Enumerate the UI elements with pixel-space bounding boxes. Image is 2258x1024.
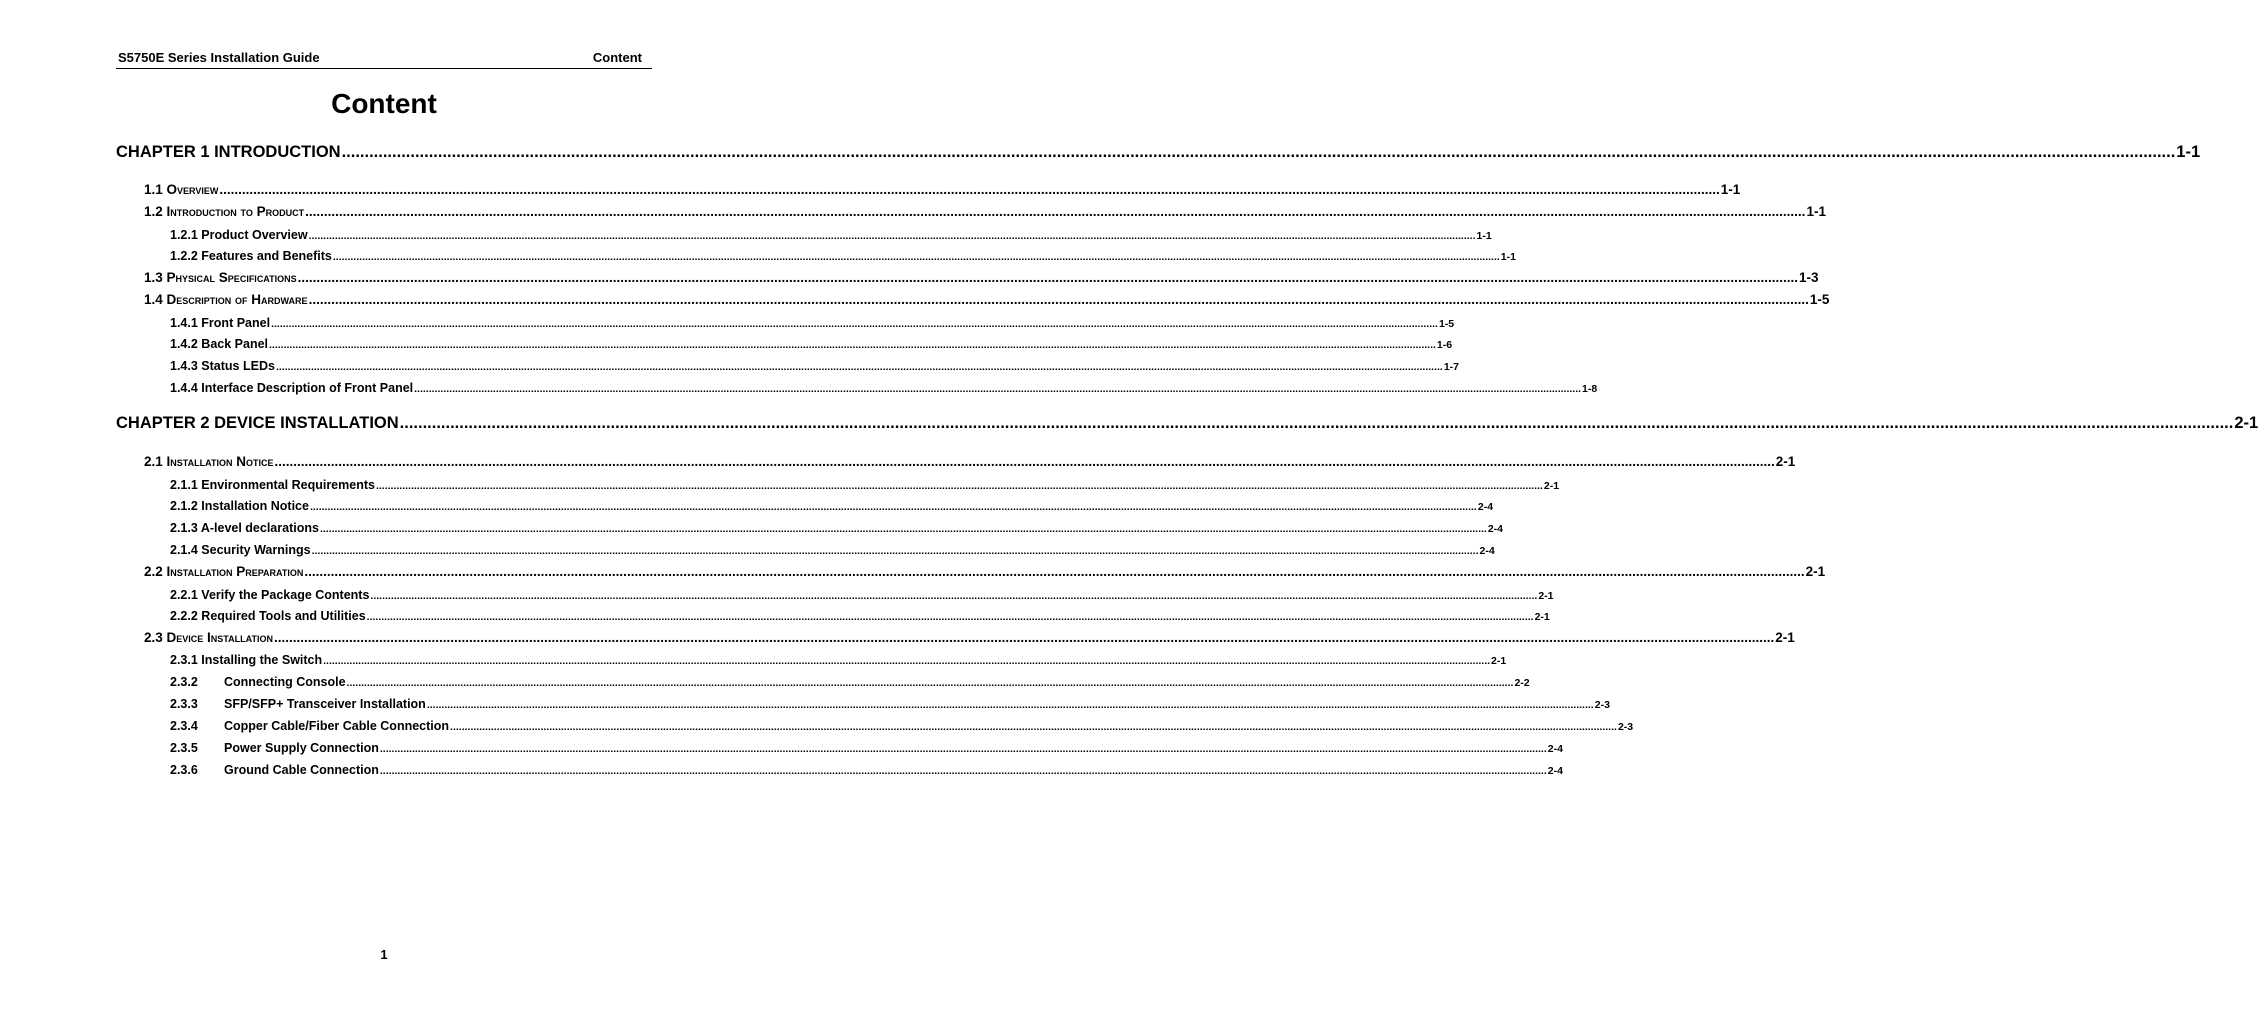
toc-entry[interactable] [170, 316, 1455, 330]
toc-entry-number: 1.4.1 [170, 316, 198, 330]
toc-entry[interactable] [170, 763, 1563, 777]
toc-entry[interactable] [144, 182, 1741, 197]
toc-entry[interactable] [170, 337, 1453, 351]
toc-entry-title [170, 697, 426, 711]
toc-entry-number: 2.1.4 [170, 543, 198, 557]
toc-entry-text: Status LEDs [201, 359, 275, 373]
toc-entry-number: 1.4.2 [170, 337, 198, 351]
toc-entry-number: 1.1 [144, 182, 163, 197]
toc-entry-title [144, 270, 297, 285]
toc-dot-leader: ................................................................................................................................................................................................................................................................................................................................................................................................................ [370, 590, 1538, 602]
toc-entry-page: 2-1 [1534, 611, 1550, 623]
toc-entry[interactable] [170, 228, 1492, 242]
toc-entry[interactable] [170, 499, 1494, 513]
toc-entry-text: Installing the Switch [201, 653, 323, 667]
toc-dot-leader: ................................................................................................................................................................................................................................................................................................................................................................................................................ [271, 318, 1438, 330]
toc-entry-page: 2-1 [2234, 414, 2258, 432]
toc-entry-number: 2.1.3 [170, 521, 198, 535]
toc-entry-page: 1-1 [2176, 143, 2201, 161]
toc-dot-leader: ................................................................................................................................................................................................................................................................................................................................................................................................................ [341, 143, 2176, 161]
toc-entry-number: 1.3 [144, 270, 163, 285]
toc-entry-title [170, 381, 413, 395]
toc-entry-title [116, 143, 341, 162]
toc-entry-number: 2.3.3 [170, 697, 198, 711]
toc-dot-leader: ................................................................................................................................................................................................................................................................................................................................................................................................................ [305, 204, 1806, 219]
toc-entry-number: 1.4.3 [170, 359, 198, 373]
toc-dot-leader: ................................................................................................................................................................................................................................................................................................................................................................................................................ [379, 765, 1547, 777]
toc-entry-text: Environmental Requirements [201, 478, 375, 492]
toc-entry[interactable] [170, 478, 1560, 492]
toc-entry-title [144, 454, 273, 469]
toc-entry[interactable] [170, 381, 1598, 395]
toc-entry[interactable] [170, 675, 1530, 689]
toc-dot-leader: ................................................................................................................................................................................................................................................................................................................................................................................................................ [275, 361, 1443, 373]
toc-entry-number: 1.4 [144, 292, 163, 307]
toc-entry-title [170, 228, 308, 242]
toc-entry-page: 2-3 [1617, 721, 1634, 733]
toc-entry-page: 2-1 [1805, 564, 1826, 579]
toc-entry[interactable] [170, 609, 1550, 623]
toc-entry-title [170, 763, 379, 777]
toc-entry-text: Interface Description of Front Panel [201, 381, 414, 395]
toc-entry-title [116, 414, 399, 433]
toc-entry-number: 1.2 [144, 204, 163, 219]
toc-entry-page: 1-1 [1476, 230, 1492, 242]
toc-entry-page: 1-1 [1500, 251, 1516, 263]
toc-entry-number: 1.4.4 [170, 381, 198, 395]
toc-entry-text: Required Tools and Utilities [201, 609, 366, 623]
toc-entry-title [144, 182, 218, 197]
toc-entry-text: Power Supply Connection [224, 741, 379, 755]
toc-entry-text: Device Installation [166, 630, 273, 645]
page-title: Content [331, 88, 437, 119]
toc-entry-number: 2.1.2 [170, 499, 198, 513]
toc-entry-text: A-level declarations [200, 521, 319, 535]
toc-entry-number: 2.2.2 [170, 609, 198, 623]
toc-dot-leader: ................................................................................................................................................................................................................................................................................................................................................................................................................ [311, 545, 1479, 557]
toc-entry-page: 1-5 [1438, 318, 1455, 330]
header-document-title: S5750E Series Installation Guide [118, 50, 320, 65]
toc-entry-page: 1-6 [1436, 339, 1453, 351]
toc-entry-title [170, 543, 311, 557]
toc-entry-text: Security Warnings [201, 543, 311, 557]
toc-entry-text: Description of Hardware [166, 292, 308, 307]
toc-entry-title [170, 521, 319, 535]
toc-entry-page: 1-8 [1582, 383, 1598, 395]
toc-entry[interactable] [144, 454, 1796, 469]
toc-entry-text: CHAPTER 2 DEVICE INSTALLATION [116, 414, 399, 432]
toc-entry-text: Product Overview [201, 228, 308, 242]
toc-entry-page: 2-1 [1775, 630, 1795, 645]
toc-entry-text: CHAPTER 1 INTRODUCTION [116, 143, 341, 161]
toc-entry-title [144, 204, 304, 219]
toc-entry-number: 2.3.4 [170, 719, 198, 733]
toc-entry[interactable] [170, 588, 1554, 602]
toc-entry-title [170, 719, 449, 733]
toc-entry-title [170, 478, 375, 492]
toc-dot-leader: ................................................................................................................................................................................................................................................................................................................................................................................................................ [414, 383, 1582, 395]
toc-entry-page: 1-7 [1443, 361, 1460, 373]
toc-entry-text: Connecting Console [224, 675, 346, 689]
toc-dot-leader: ................................................................................................................................................................................................................................................................................................................................................................................................................ [323, 655, 1491, 667]
toc-dot-leader: ................................................................................................................................................................................................................................................................................................................................................................................................................ [450, 721, 1617, 733]
toc-entry-page: 2-4 [1547, 743, 1563, 755]
toc-entry[interactable] [144, 564, 1826, 579]
toc-dot-leader: ................................................................................................................................................................................................................................................................................................................................................................................................................ [308, 292, 1809, 307]
toc-entry-number: 2.1.1 [170, 478, 198, 492]
toc-entry-title [144, 630, 273, 645]
toc-entry[interactable] [144, 204, 1826, 219]
toc-dot-leader: ................................................................................................................................................................................................................................................................................................................................................................................................................ [426, 699, 1594, 711]
toc-entry-text: Overview [166, 182, 219, 197]
toc-entry[interactable] [170, 653, 1507, 667]
toc-dot-leader: ................................................................................................................................................................................................................................................................................................................................................................................................................ [399, 414, 2234, 432]
toc-entry[interactable] [170, 719, 1634, 733]
toc-entry-page: 1-1 [1720, 182, 1741, 197]
toc-entry-number: 2.2.1 [170, 588, 198, 602]
toc-dot-leader: ................................................................................................................................................................................................................................................................................................................................................................................................................ [269, 339, 1436, 351]
toc-entry-page: 1-5 [1809, 292, 1830, 307]
toc-dot-leader: ................................................................................................................................................................................................................................................................................................................................................................................................................ [346, 677, 1514, 689]
toc-entry-number: 2.3.1 [170, 653, 198, 667]
toc-entry[interactable] [144, 630, 1795, 645]
toc-entry-text: Copper Cable/Fiber Cable Connection [224, 719, 450, 733]
toc-entry-text: Physical Specifications [166, 270, 297, 285]
toc-dot-leader: ................................................................................................................................................................................................................................................................................................................................................................................................................ [319, 523, 1487, 535]
toc-entry[interactable] [116, 143, 2201, 162]
toc-entry-number: 2.3 [144, 630, 163, 645]
toc-entry-title [144, 292, 308, 307]
toc-entry-page: 2-1 [1538, 590, 1554, 602]
toc-dot-leader: ................................................................................................................................................................................................................................................................................................................................................................................................................ [366, 611, 1534, 623]
toc-dot-leader: ................................................................................................................................................................................................................................................................................................................................................................................................................ [297, 270, 1798, 285]
toc-entry-page: 2-4 [1477, 501, 1494, 513]
toc-entry-title [170, 588, 369, 602]
toc-entry[interactable] [170, 543, 1495, 557]
toc-entry-title [170, 741, 379, 755]
toc-entry[interactable] [144, 270, 1819, 285]
toc-entry-number: 2.2 [144, 564, 163, 579]
toc-entry-number: 1.2.1 [170, 228, 198, 242]
toc-entry-title [170, 337, 268, 351]
toc-dot-leader: ................................................................................................................................................................................................................................................................................................................................................................................................................ [332, 251, 1500, 263]
toc-entry[interactable] [170, 697, 1610, 711]
toc-entry-text: Ground Cable Connection [224, 763, 379, 777]
toc-entry-number: 1.2.2 [170, 249, 198, 263]
toc-entry-title [170, 316, 270, 330]
toc-entry[interactable] [170, 521, 1504, 535]
toc-dot-leader: ................................................................................................................................................................................................................................................................................................................................................................................................................ [308, 230, 1476, 242]
toc-dot-leader: ................................................................................................................................................................................................................................................................................................................................................................................................................ [375, 480, 1543, 492]
toc-entry-title [144, 564, 303, 579]
toc-entry-page: 1-3 [1798, 270, 1819, 285]
toc-dot-leader: ................................................................................................................................................................................................................................................................................................................................................................................................................ [379, 743, 1547, 755]
toc-entry-title [170, 499, 309, 513]
toc-entry-number: 2.3.6 [170, 763, 198, 777]
toc-entry-title [170, 675, 346, 689]
toc-entry-text: Installation Notice [201, 499, 309, 513]
toc-entry-page: 2-1 [1543, 480, 1560, 492]
toc-entry[interactable] [170, 249, 1516, 263]
toc-dot-leader: ................................................................................................................................................................................................................................................................................................................................................................................................................ [274, 454, 1775, 469]
page-number: 1 [380, 947, 388, 962]
toc-dot-leader: ................................................................................................................................................................................................................................................................................................................................................................................................................ [219, 182, 1720, 197]
toc-entry-page: 2-2 [1514, 677, 1530, 689]
toc-entry[interactable] [170, 359, 1460, 373]
toc-entry-title [170, 653, 322, 667]
toc-entry-text: Verify the Package Contents [201, 588, 370, 602]
toc-entry[interactable] [116, 414, 2258, 433]
toc-dot-leader: ................................................................................................................................................................................................................................................................................................................................................................................................................ [309, 501, 1477, 513]
toc-entry-page: 2-1 [1491, 655, 1507, 667]
toc-entry-number: 2.3.5 [170, 741, 198, 755]
toc-entry-title [170, 359, 275, 373]
toc-entry[interactable] [170, 741, 1563, 755]
toc-entry-page: 2-4 [1547, 765, 1563, 777]
toc-entry-page: 2-4 [1487, 523, 1504, 535]
toc-entry-text: Installation Preparation [166, 564, 304, 579]
toc-entry-text: Introduction to Product [166, 204, 305, 219]
toc-entry[interactable] [144, 292, 1830, 307]
toc-dot-leader: ................................................................................................................................................................................................................................................................................................................................................................................................................ [304, 564, 1805, 579]
toc-dot-leader: ................................................................................................................................................................................................................................................................................................................................................................................................................ [273, 630, 1775, 645]
toc-entry-text: Installation Notice [166, 454, 274, 469]
toc-entry-text: SFP/SFP+ Transceiver Installation [224, 697, 426, 711]
header-section-title: Content [592, 50, 642, 65]
toc-entry-page: 1-1 [1806, 204, 1826, 219]
toc-entry-page: 2-1 [1775, 454, 1796, 469]
toc-entry-page: 2-4 [1479, 545, 1495, 557]
toc-entry-number: 2.3.2 [170, 675, 198, 689]
toc-entry-title [170, 609, 366, 623]
toc-entry-text: Front Panel [201, 316, 271, 330]
toc-entry-page: 2-3 [1594, 699, 1610, 711]
toc-entry-title [170, 249, 332, 263]
toc-entry-text: Features and Benefits [201, 249, 332, 263]
toc-entry-text: Back Panel [201, 337, 269, 351]
toc-entry-number: 2.1 [144, 454, 163, 469]
